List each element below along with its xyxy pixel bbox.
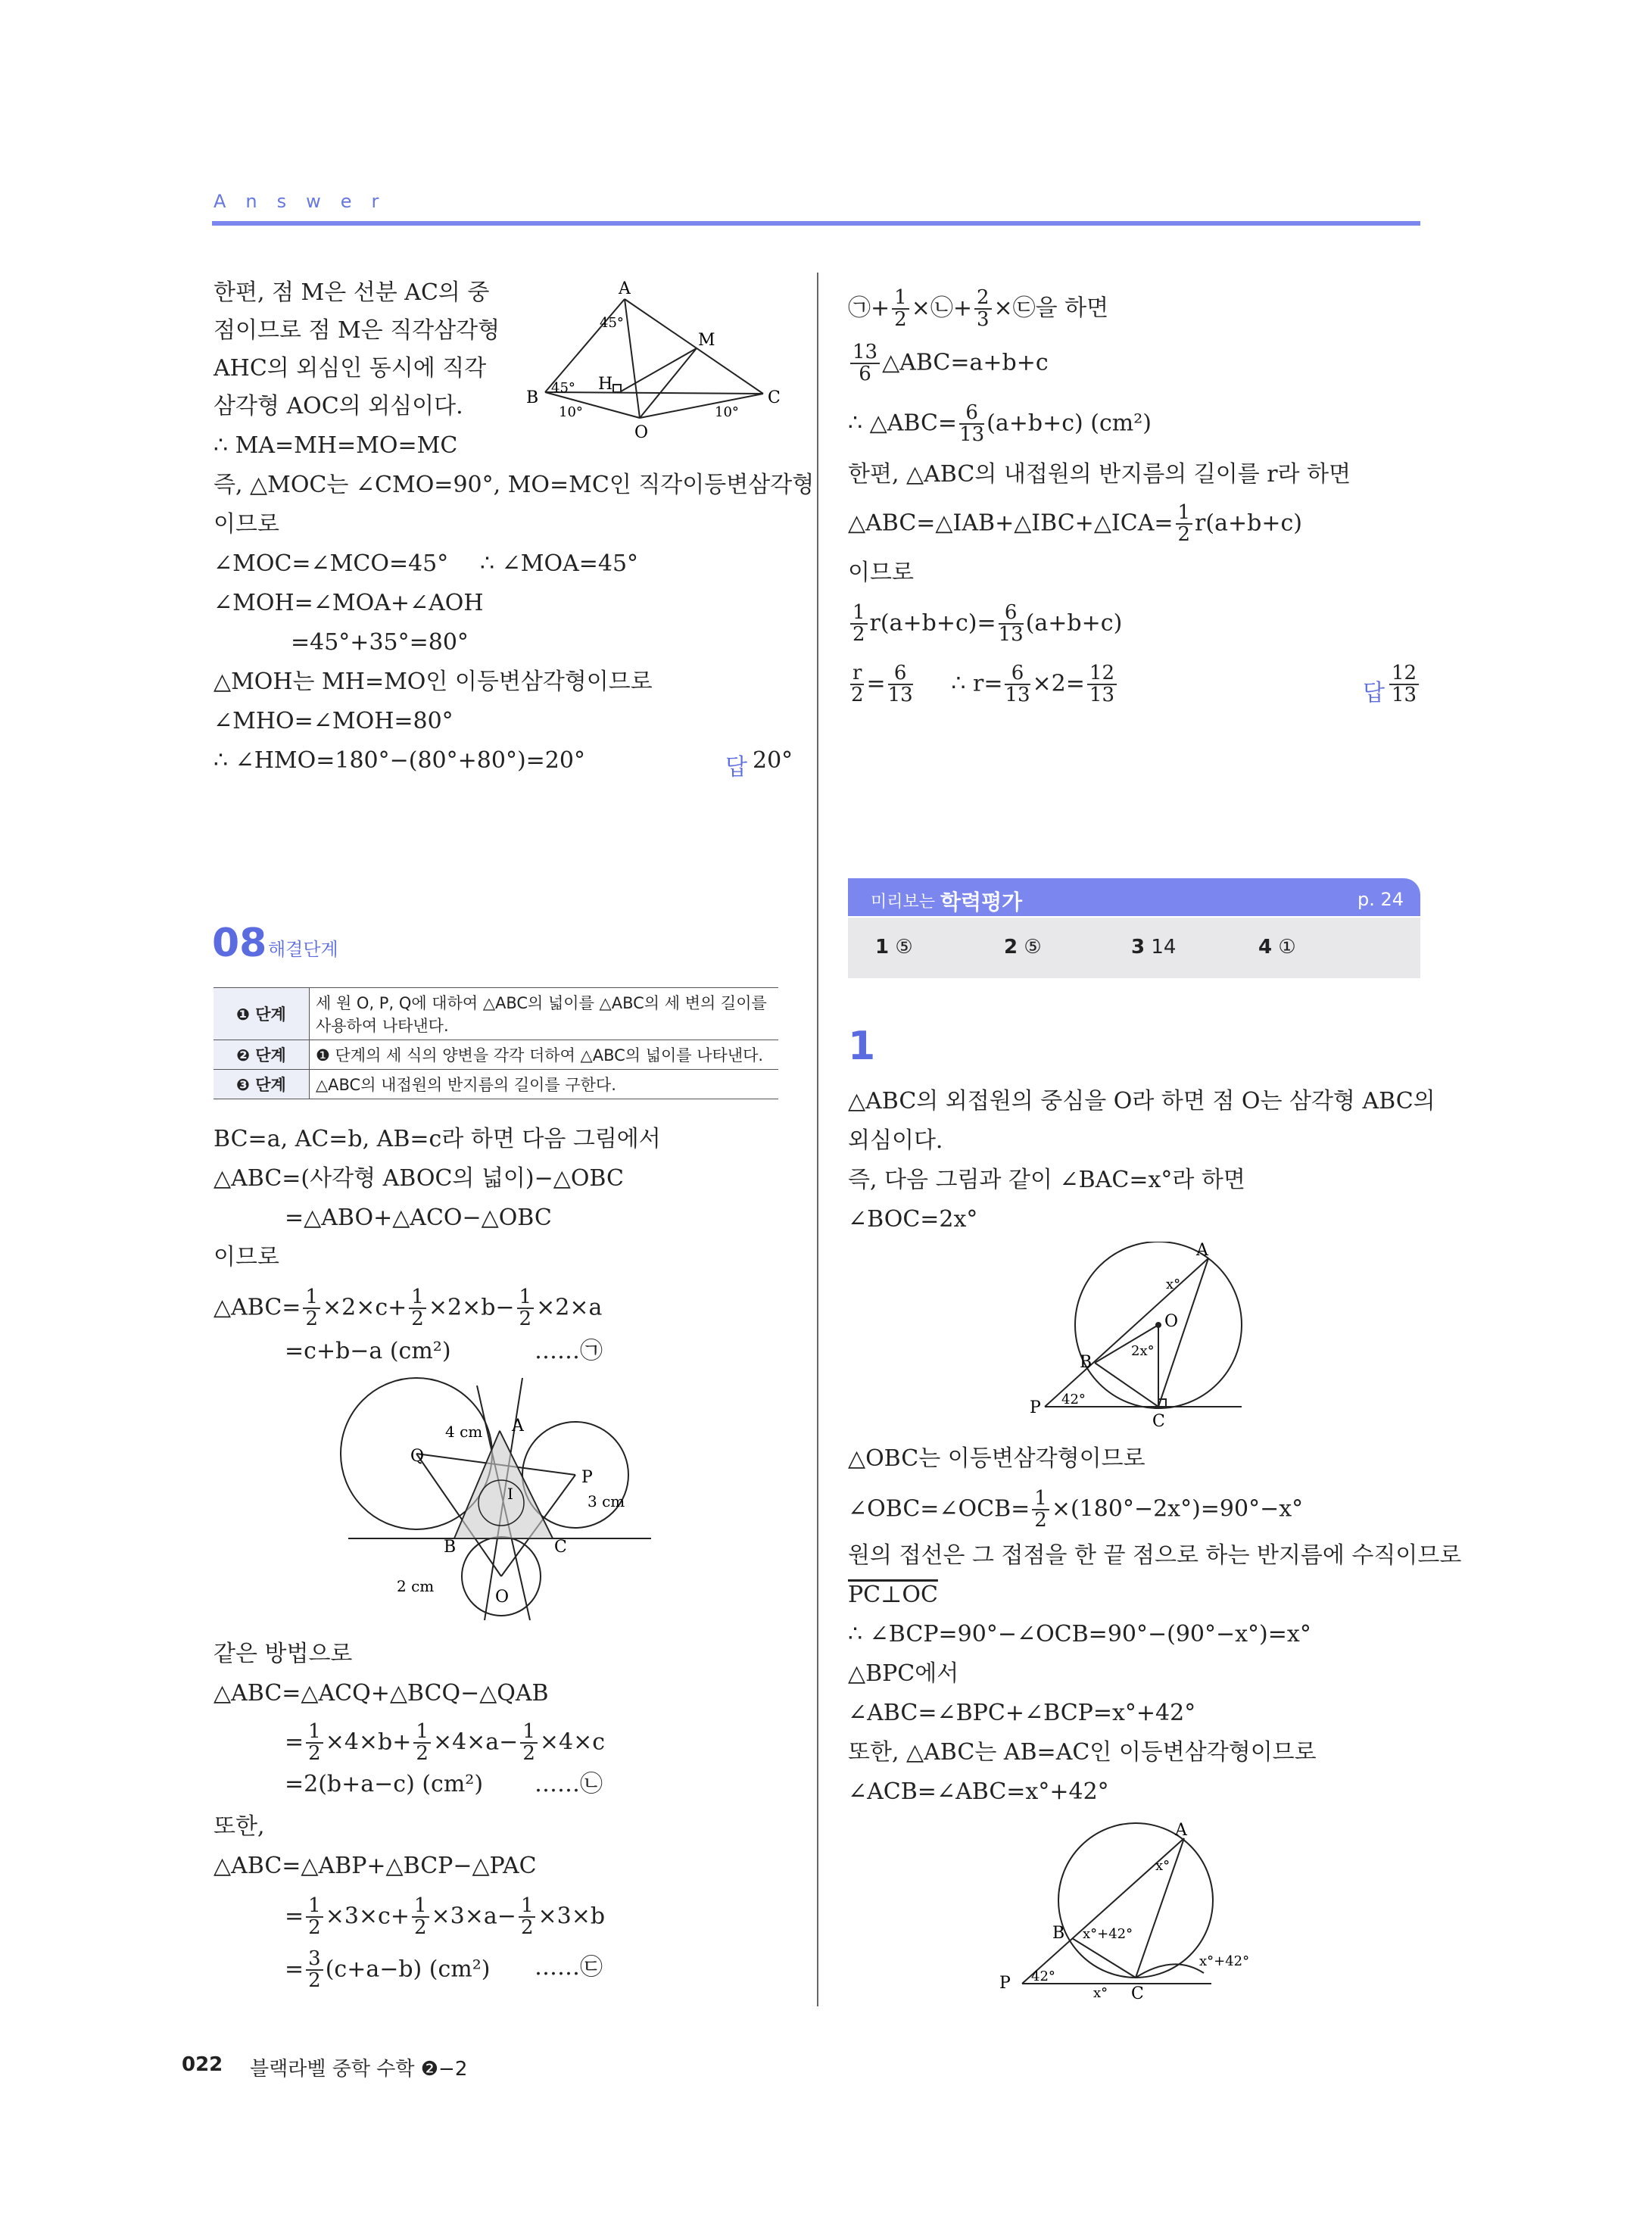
r-line-6: 이므로 xyxy=(848,560,914,586)
step-text: 세 원 O, P, Q에 대하여 △ABC의 넓이를 △ABC의 세 변의 길이를 사용하여 나타낸다. xyxy=(310,988,779,1040)
s08-line-2: △ABC=(사각형 ABOC의 넓이)−△OBC xyxy=(214,1165,624,1192)
s08-line-5: △ABC= $\frac{1}{2}$ ×2×c+ $\frac{1}{2}$ ×2×b− $\frac{1}{2}$ ×2×a xyxy=(214,1286,603,1331)
fig4-angle-c: x°+42° xyxy=(1199,1953,1250,1969)
steps-table xyxy=(214,987,778,1099)
s08-line-8: △ABC=△ACQ+△BCQ−△QAB xyxy=(214,1680,549,1707)
line-d1: ∠MOC=∠MCO=45° xyxy=(214,550,449,577)
fig2-label-3cm: 3 cm xyxy=(588,1492,625,1510)
fig2-label-4cm: 4 cm xyxy=(445,1423,483,1441)
step-row xyxy=(214,1070,778,1099)
p1-line-7: 원의 접선은 그 접점을 한 끝 점으로 하는 반지름에 수직이므로 xyxy=(848,1542,1462,1569)
fraction: $\frac{r}{2}$ xyxy=(850,662,864,707)
p1-line-3: 즉, 다음 그림과 같이 ∠BAC=x°라 하면 xyxy=(848,1167,1245,1193)
fig3-label-c: C xyxy=(1152,1412,1165,1431)
r-line-8: $\frac{r}{2}$ = $\frac{6}{13}$ ∴ r= $\frac{6}{13}$ ×2= $\frac{12}{13}$ xyxy=(848,663,1119,706)
fraction: $\frac{1}{2}$ xyxy=(306,1722,323,1765)
intro-line-1: 한편, 점 M은 선분 AC의 중 xyxy=(214,279,490,306)
p1-line-13: ∠ACB=∠ABC=x°+42° xyxy=(848,1778,1109,1805)
fraction: $\frac{6}{13}$ xyxy=(959,401,985,447)
fig4-label-a: A xyxy=(1175,1821,1187,1840)
r-line-4: 한편, △ABC의 내접원의 반지름의 길이를 r라 하면 xyxy=(848,461,1351,488)
line-d2: ∴ ∠MOA=45° xyxy=(480,550,639,577)
step-label: ❸ 단계 xyxy=(214,1070,310,1099)
fig-label-m: M xyxy=(698,331,715,350)
step-text: △ABC의 내접원의 반지름의 길이를 구한다. xyxy=(310,1070,779,1099)
fig-angle-co: 10° xyxy=(715,404,739,420)
p1-line-1: △ABC의 외접원의 중심을 O라 하면 점 O는 삼각형 ABC의 xyxy=(848,1088,1435,1114)
fig2-label-o: O xyxy=(495,1588,510,1607)
fraction: $\frac{1}{2}$ xyxy=(1176,503,1193,546)
line-f: =45°+35°=80° xyxy=(291,629,469,656)
p1-line-6: ∠OBC=∠OCB= $\frac{1}{2}$ ×(180°−2x°)=90°−x° xyxy=(848,1487,1304,1532)
preview-panel-answers xyxy=(848,918,1420,978)
tag-1: ……㉠ xyxy=(535,1338,603,1364)
answer-value-right xyxy=(1387,663,1421,706)
s08-line-12: △ABC=△ABP+△BCP−△PAC xyxy=(214,1853,537,1879)
s08-line-14: = $\frac{3}{2}$ (c+a−b) (cm²) xyxy=(285,1947,491,1993)
fig-label-o: O xyxy=(634,423,649,442)
line-g: △MOH는 MH=MO인 이등변삼각형이므로 xyxy=(214,669,653,695)
p1-line-8: PC⊥OC xyxy=(848,1582,938,1608)
s08-line-6: =c+b−a (cm²) xyxy=(285,1338,451,1364)
preview-panel-header xyxy=(848,878,1420,916)
fig-angle-b: 45° xyxy=(551,380,575,396)
r-line-2: $\frac{13}{6}$ △ABC=a+b+c xyxy=(848,342,1049,385)
fig-angle-a: 45° xyxy=(600,315,624,331)
fig-label-c: C xyxy=(768,388,781,407)
fig2-label-p: P xyxy=(581,1468,593,1487)
answer-item: 4 ① xyxy=(1258,936,1296,959)
answer-mark: 답 xyxy=(725,754,747,781)
figure-triangle-amc xyxy=(500,273,787,447)
answer-value: 20° xyxy=(753,747,793,774)
fig-label-a: A xyxy=(619,279,631,298)
s08-line-9: = $\frac{1}{2}$ ×4×b+ $\frac{1}{2}$ ×4×a− $\frac{1}{2}$ ×4×c xyxy=(285,1720,606,1766)
section-subtitle: 해결단계 xyxy=(268,939,338,960)
fig4-angle-42: 42° xyxy=(1031,1968,1055,1984)
line-c: 이므로 xyxy=(214,511,279,538)
fig4-label-p: P xyxy=(999,1974,1011,1993)
section-label: Answer xyxy=(214,191,399,212)
fraction: $\frac{1}{2}$ xyxy=(850,603,868,646)
fig2-label-b: B xyxy=(444,1538,457,1557)
intro-line-4: 삼각형 AOC의 외심이다. xyxy=(214,393,463,419)
fig3-label-b: B xyxy=(1080,1353,1093,1372)
step-text: ❶ 단계의 세 식의 양변을 각각 더하여 △ABC의 넓이를 나타낸다. xyxy=(310,1040,779,1070)
fraction: $\frac{1}{2}$ xyxy=(409,1287,426,1330)
fraction: $\frac{1}{2}$ xyxy=(1032,1488,1049,1532)
p1-line-4: ∠BOC=2x° xyxy=(848,1206,978,1233)
tag-2: ……㉡ xyxy=(535,1771,603,1797)
answer-item: 1 ⑤ xyxy=(875,936,913,959)
fig3-angle-x: x° xyxy=(1166,1276,1181,1292)
s08-line-4: 이므로 xyxy=(214,1244,279,1270)
fig3-label-o: O xyxy=(1164,1312,1179,1331)
fraction: $\frac{1}{2}$ xyxy=(520,1722,538,1765)
s08-line-1: BC=a, AC=b, AB=c라 하면 다음 그림에서 xyxy=(214,1126,661,1152)
fig4-angle-x: x° xyxy=(1155,1858,1170,1874)
fraction: $\frac{13}{6}$ xyxy=(850,342,880,385)
intro-line-3: AHC의 외심인 동시에 직각 xyxy=(214,355,487,382)
fraction: $\frac{2}{3}$ xyxy=(974,288,992,331)
fraction: $\frac{1}{2}$ xyxy=(412,1896,429,1939)
s08-line-10: =2(b+a−c) (cm²) xyxy=(285,1771,484,1797)
s08-line-3: =△ABO+△ACO−△OBC xyxy=(285,1205,552,1231)
line-e: ∠MOH=∠MOA+∠AOH xyxy=(214,590,484,616)
section-number: 08 xyxy=(212,921,267,966)
problem-number: 1 xyxy=(848,1024,876,1069)
fraction: $\frac{1}{2}$ xyxy=(517,1287,535,1330)
fig2-label-2cm: 2 cm xyxy=(397,1577,435,1595)
answer-mark-right: 답 xyxy=(1363,680,1385,706)
tag-3: ……㉢ xyxy=(535,1954,603,1981)
fig2-label-a: A xyxy=(512,1417,524,1435)
fraction: $\frac{1}{2}$ xyxy=(306,1896,323,1939)
column-divider xyxy=(817,273,818,2006)
line-h: ∠MHO=∠MOH=80° xyxy=(214,708,454,734)
figure-circle-2 xyxy=(999,1817,1272,2006)
s08-line-7: 같은 방법으로 xyxy=(214,1641,353,1667)
fraction: $\frac{3}{2}$ xyxy=(306,1949,323,1992)
p1-line-5: △OBC는 이등변삼각형이므로 xyxy=(848,1445,1145,1472)
fig4-angle-xc: x° xyxy=(1093,1985,1108,2001)
p1-line-2: 외심이다. xyxy=(848,1127,943,1154)
fraction: $\frac{6}{13}$ xyxy=(998,601,1024,647)
panel-title-small: 미리보는 xyxy=(871,893,936,912)
line-i: ∴ ∠HMO=180°−(80°+80°)=20° xyxy=(214,747,585,774)
figure-circle-1 xyxy=(1030,1242,1257,1431)
answer-item: 2 ⑤ xyxy=(1004,936,1042,959)
line-b: 즉, △MOC는 ∠CMO=90°, MO=MC인 직각이등변삼각형 xyxy=(214,472,815,498)
fig3-label-a: A xyxy=(1196,1242,1208,1260)
r-line-3: ∴ △ABC= $\frac{6}{13}$ (a+b+c) (cm²) xyxy=(848,401,1152,447)
fraction: $\frac{1}{2}$ xyxy=(892,288,909,331)
p1-line-9: ∴ ∠BCP=90°−∠OCB=90°−(90°−x°)=x° xyxy=(848,1621,1311,1647)
figure-three-circles xyxy=(333,1370,666,1628)
page-number: 022 xyxy=(182,2053,223,2076)
therefore-line: ∴ MA=MH=MO=MC xyxy=(214,432,458,459)
p1-line-12: 또한, △ABC는 AB=AC인 이등변삼각형이므로 xyxy=(848,1739,1317,1766)
fraction: $\frac{12}{13}$ xyxy=(1389,663,1419,706)
r-line-5: △ABC=△IAB+△IBC+△ICA= $\frac{1}{2}$ r(a+b+c) xyxy=(848,501,1302,547)
step-label: ❷ 단계 xyxy=(214,1040,310,1070)
fig4-angle-b: x°+42° xyxy=(1083,1926,1133,1942)
p1-line-10: △BPC에서 xyxy=(848,1660,959,1687)
fig2-label-c: C xyxy=(554,1538,567,1557)
fig4-label-c: C xyxy=(1131,1984,1144,2003)
fig3-label-p: P xyxy=(1030,1398,1041,1417)
fraction: $\frac{1}{2}$ xyxy=(519,1896,536,1939)
step-label: ❶ 단계 xyxy=(214,988,310,1040)
header-rule xyxy=(212,221,1420,226)
r-line-1: ㉠+ $\frac{1}{2}$ ×㉡+ $\frac{2}{3}$ ×㉢을 하면 xyxy=(848,286,1109,332)
panel-title-big: 학력평가 xyxy=(940,890,1023,915)
fig2-label-i: I xyxy=(507,1485,513,1503)
book-title: 블랙라벨 중학 수학 ❷−2 xyxy=(250,2058,468,2081)
p1-line-11: ∠ABC=∠BPC+∠BCP=x°+42° xyxy=(848,1700,1196,1726)
panel-page: p. 24 xyxy=(1357,889,1404,910)
step-row xyxy=(214,1040,778,1070)
fraction: $\frac{1}{2}$ xyxy=(413,1722,431,1765)
fig2-label-q: Q xyxy=(410,1447,425,1466)
fraction: $\frac{12}{13}$ xyxy=(1087,663,1117,706)
fig-angle-bo: 10° xyxy=(559,404,583,420)
s08-line-5-pre: △ABC= xyxy=(214,1294,301,1321)
s08-line-13: = $\frac{1}{2}$ ×3×c+ $\frac{1}{2}$ ×3×a− $\frac{1}{2}$ ×3×b xyxy=(285,1894,606,1940)
answer-item: 3 14 xyxy=(1131,936,1177,959)
s08-line-11: 또한, xyxy=(214,1813,265,1840)
fig3-angle-2x: 2x° xyxy=(1131,1343,1155,1359)
fig4-label-b: B xyxy=(1052,1924,1065,1943)
fraction: $\frac{1}{2}$ xyxy=(303,1287,320,1330)
fig-label-h: H xyxy=(598,375,613,394)
fig-label-b: B xyxy=(526,388,539,407)
intro-line-2: 점이므로 점 M은 직각삼각형 xyxy=(214,317,500,344)
r-line-7: $\frac{1}{2}$ r(a+b+c)= $\frac{6}{13}$ (a+b+c) xyxy=(848,603,1122,646)
step-row xyxy=(214,988,778,1040)
fig3-angle-42: 42° xyxy=(1061,1392,1086,1407)
fraction: $\frac{6}{13}$ xyxy=(1005,662,1030,707)
fraction: $\frac{6}{13}$ xyxy=(887,662,913,707)
